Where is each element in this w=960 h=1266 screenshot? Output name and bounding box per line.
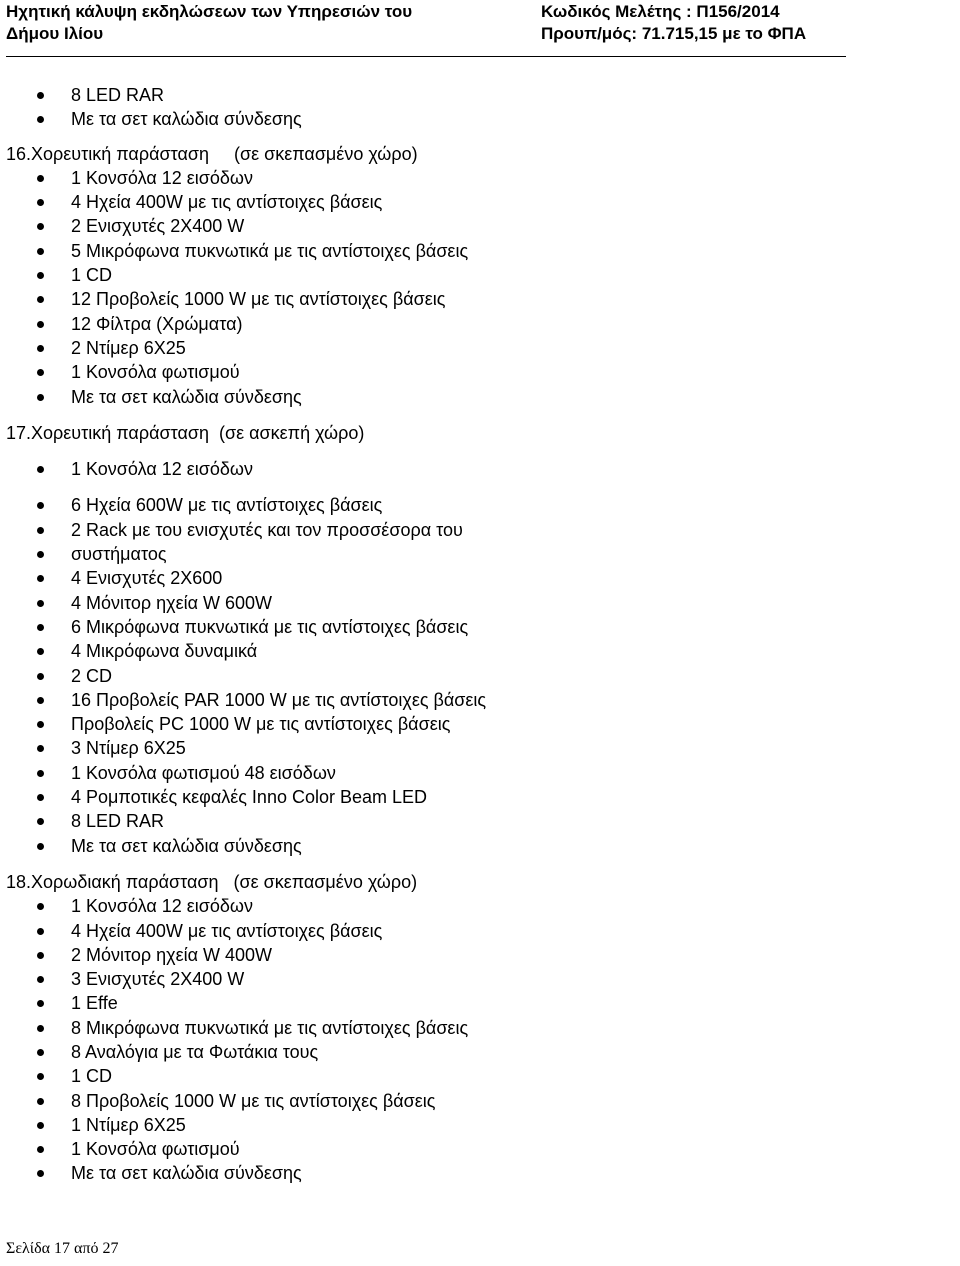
bullet-icon (37, 394, 44, 401)
bullet-icon (37, 466, 44, 473)
list-item: 1 Ντίμερ 6Χ25 (0, 1113, 960, 1137)
list-item: 1 Κονσόλα φωτισμού (0, 360, 960, 384)
list-item: 4 Ηχεία 400W με τις αντίστοιχες βάσεις (0, 919, 960, 943)
header-budget: Προυπ/μός: 71.715,15 με το ΦΠΑ (541, 24, 807, 43)
bullet-icon (37, 248, 44, 255)
header-project-title (6, 1, 412, 45)
list-item: 2 Μόνιτορ ηχεία W 400W (0, 943, 960, 967)
bullet-icon (37, 976, 44, 983)
bullet-icon (37, 1098, 44, 1105)
list-item: 6 Ηχεία 600W με τις αντίστοιχες βάσεις (0, 493, 960, 517)
list-item: Με τα σετ καλώδια σύνδεσης (0, 107, 960, 131)
section-title-16: 16.Χορευτική παράσταση (σε σκεπασμένο χώρο) (6, 143, 418, 164)
list-item: 4 Ρομποτικές κεφαλές Inno Color Beam LED (0, 785, 960, 809)
list-item: Με τα σετ καλώδια σύνδεσης (0, 385, 960, 409)
bullet-icon (37, 527, 44, 534)
list-item: 1 Κονσόλα 12 εισόδων (0, 457, 960, 481)
list-item: 1 CD (0, 1064, 960, 1088)
list-item: 1 Κονσόλα φωτισμού (0, 1137, 960, 1161)
list-item: Με τα σετ καλώδια σύνδεσης (0, 1161, 960, 1185)
bullet-icon (37, 843, 44, 850)
header-study-info (541, 1, 806, 45)
list-item: 4 Ηχεία 400W με τις αντίστοιχες βάσεις (0, 190, 960, 214)
list-item: 4 Μικρόφωνα δυναμικά (0, 639, 960, 663)
bullet-icon (37, 818, 44, 825)
list-item: συστήματος (0, 542, 960, 566)
bullet-icon (37, 648, 44, 655)
list-item: 8 Μικρόφωνα πυκνωτικά με τις αντίστοιχες βάσεις (0, 1016, 960, 1040)
bullet-icon (37, 697, 44, 704)
bullet-icon (37, 1049, 44, 1056)
list-item: 1 Effe (0, 991, 960, 1015)
list-item: 5 Μικρόφωνα πυκνωτικά με τις αντίστοιχες βάσεις (0, 239, 960, 263)
list-item: 4 Ενισχυτές 2Χ600 (0, 566, 960, 590)
list-item: Προβολείς PC 1000 W με τις αντίστοιχες βάσεις (0, 712, 960, 736)
header-left-line1: Ηχητική κάλυψη εκδηλώσεων των Υπηρεσιών του (6, 2, 413, 21)
bullet-icon (37, 1170, 44, 1177)
list-item: 2 Ενισχυτές 2Χ400 W (0, 214, 960, 238)
bullet-icon (37, 296, 44, 303)
bullet-icon (37, 1073, 44, 1080)
bullet-icon (37, 175, 44, 182)
bullet-icon (37, 223, 44, 230)
list-item: 2 Rack με του ενισχυτές και τον προσσέσορα του (0, 518, 960, 542)
list-item: 12 Φίλτρα (Χρώματα) (0, 312, 960, 336)
list-item: Με τα σετ καλώδια σύνδεσης (0, 834, 960, 858)
bullet-icon (37, 272, 44, 279)
document-body (0, 83, 960, 1186)
list-item: 1 Κονσόλα 12 εισόδων (0, 894, 960, 918)
header-divider (6, 56, 846, 57)
bullet-icon (37, 673, 44, 680)
list-item: 6 Μικρόφωνα πυκνωτικά με τις αντίστοιχες βάσεις (0, 615, 960, 639)
bullet-icon (37, 551, 44, 558)
bullet-icon (37, 321, 44, 328)
list-item: 4 Μόνιτορ ηχεία W 600W (0, 591, 960, 615)
list-item: 12 Προβολείς 1000 W με τις αντίστοιχες βάσεις (0, 287, 960, 311)
bullet-icon (37, 1025, 44, 1032)
bullet-icon (37, 116, 44, 123)
bullet-icon (37, 624, 44, 631)
list-item: 2 Ντίμερ 6Χ25 (0, 336, 960, 360)
bullet-icon (37, 575, 44, 582)
list-item: 1 Κονσόλα 12 εισόδων (0, 166, 960, 190)
list-item: 3 Ενισχυτές 2Χ400 W (0, 967, 960, 991)
bullet-icon (37, 928, 44, 935)
list-item: 16 Προβολείς PAR 1000 W με τις αντίστοιχες βάσεις (0, 688, 960, 712)
bullet-icon (37, 92, 44, 99)
list-item: 3 Ντίμερ 6Χ25 (0, 736, 960, 760)
list-item: 2 CD (0, 664, 960, 688)
header-study-code: Κωδικός Μελέτης : Π156/2014 (541, 2, 780, 21)
bullet-icon (37, 1122, 44, 1129)
bullet-icon (37, 794, 44, 801)
bullet-icon (37, 903, 44, 910)
list-item: 8 Προβολείς 1000 W με τις αντίστοιχες βάσεις (0, 1089, 960, 1113)
list-item: 8 LED RAR (0, 83, 960, 107)
section-title-18: 18.Χορωδιακή παράσταση (σε σκεπασμένο χώρο) (6, 871, 418, 892)
bullet-icon (37, 952, 44, 959)
bullet-icon (37, 721, 44, 728)
bullet-icon (37, 770, 44, 777)
bullet-icon (37, 1000, 44, 1007)
bullet-icon (37, 199, 44, 206)
bullet-icon (37, 1146, 44, 1153)
bullet-icon (37, 600, 44, 607)
bullet-icon (37, 502, 44, 509)
bullet-icon (37, 745, 44, 752)
list-item: 1 CD (0, 263, 960, 287)
list-item: 8 LED RAR (0, 809, 960, 833)
section-title-17: 17.Χορευτική παράσταση (σε ασκεπή χώρο) (6, 422, 365, 443)
page-header (0, 0, 960, 60)
header-left-line2: Δήμου Ιλίου (6, 24, 104, 43)
list-item: 8 Αναλόγια με τα Φωτάκια τους (0, 1040, 960, 1064)
page-number: Σελίδα 17 από 27 (6, 1240, 119, 1257)
bullet-icon (37, 369, 44, 376)
list-item: 1 Κονσόλα φωτισμού 48 εισόδων (0, 761, 960, 785)
bullet-icon (37, 345, 44, 352)
